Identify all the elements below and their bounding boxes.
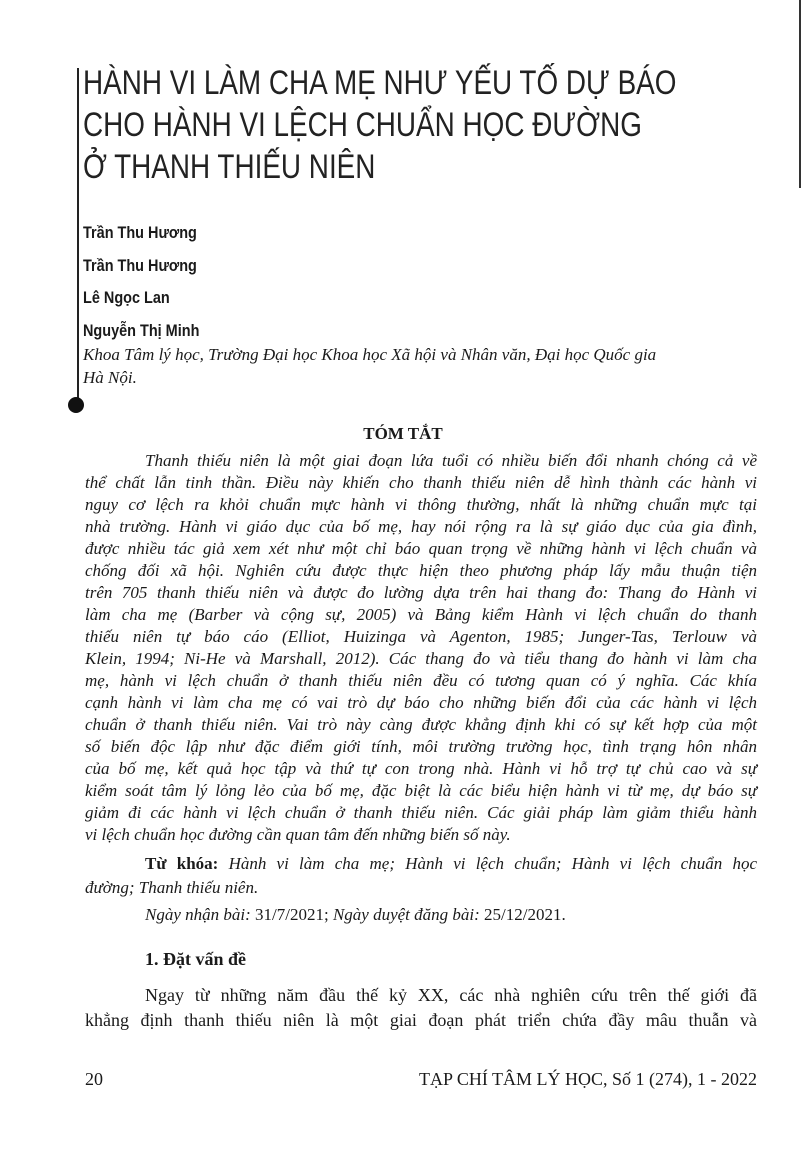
author: Trần Thu Hương bbox=[83, 255, 197, 275]
affiliation bbox=[83, 343, 773, 389]
author: Lê Ngọc Lan bbox=[83, 288, 170, 307]
title-line: CHO HÀNH VI LỆCH CHUẨN HỌC ĐƯỜNG bbox=[83, 106, 642, 144]
keywords-label: Từ khóa: bbox=[145, 854, 219, 873]
abstract-line: kiểm soát tâm lý lỏng lẻo của bố mẹ, đặc biệt là các biểu hiện hành vi từ mẹ, dự báo sự bbox=[85, 781, 757, 800]
keywords-text: đường; Thanh thiếu niên. bbox=[85, 878, 259, 897]
body-line: khẳng định thanh thiếu niên là một giai đoạn phát triển chứa đầy mâu thuẫn và bbox=[85, 1010, 757, 1030]
abstract-line: nguy cơ lệch ra khỏi chuẩn mực hành vi thông thường, nhất là những chuẩn mực tại bbox=[85, 495, 757, 514]
abstract-line: giảm đi các hành vi lệch chuẩn ở thanh thiếu niên. Các giải pháp làm giảm thiểu hành bbox=[85, 803, 757, 822]
keywords bbox=[85, 852, 757, 900]
page-footer bbox=[85, 1068, 757, 1090]
abstract-line: chống đối xã hội. Nghiên cứu được thực hiện theo phương pháp lấy mẫu thuận tiện bbox=[85, 561, 757, 580]
abstract-line: nhà trường. Hành vi giáo dục của bố mẹ, hay nói rộng ra là sự giáo dục của gia đình, bbox=[85, 517, 757, 536]
abstract-line: số biến độc lập như đặc điểm giới tính, môi trường trường học, tình trạng hôn nhân bbox=[85, 737, 757, 756]
author: Nguyễn Thị Minh bbox=[83, 320, 200, 340]
abstract-line: chuẩn ở thanh thiếu niên. Vai trò này càng được khẳng định khi có sự kết hợp của một bbox=[85, 715, 757, 734]
article-title bbox=[83, 62, 788, 188]
article-dates bbox=[145, 904, 566, 926]
affiliation-line: Hà Nội. bbox=[83, 368, 137, 387]
page-edge-rule bbox=[799, 0, 801, 188]
abstract-line: vi lệch chuẩn học đường cần quan tâm đến những biến số này. bbox=[85, 825, 511, 844]
author: Trần Thu Hương bbox=[83, 223, 197, 242]
title-line: Ở THANH THIẾU NIÊN bbox=[83, 148, 376, 186]
affiliation-line: Khoa Tâm lý học, Trường Đại học Khoa học Xã hội và Nhân văn, Đại học Quốc gia bbox=[83, 345, 657, 364]
section-heading: 1. Đặt vấn đề bbox=[145, 949, 247, 969]
received-label: Ngày nhận bài: bbox=[145, 905, 251, 924]
abstract-line: thể chất lẫn tinh thần. Điều này khiến cho thanh thiếu niên dễ hình thành các hành vi bbox=[85, 473, 757, 492]
title-line: HÀNH VI LÀM CHA MẸ NHƯ YẾU TỐ DỰ BÁO bbox=[83, 64, 677, 102]
margin-rule bbox=[77, 68, 79, 406]
page-number: 20 bbox=[85, 1069, 103, 1089]
abstract-line: Klein, 1994; Ni-He và Marshall, 2012). Các thang đo và tiểu thang đo hành vi làm cha bbox=[85, 649, 757, 668]
abstract-line: trên 705 thanh thiếu niên và được đo lường dựa trên hai thang đo: Thang đo Hành vi bbox=[85, 583, 757, 602]
abstract-heading: TÓM TẮT bbox=[363, 424, 443, 443]
abstract-line: thiếu niên tự báo cáo (Elliot, Huizinga và Agenton, 1985; Junger-Tas, Terlouw và bbox=[85, 627, 757, 646]
abstract bbox=[85, 450, 757, 846]
abstract-line: mẹ, hành vi lệch chuẩn ở thanh thiếu niên đều có tương quan có ý nghĩa. Các khía bbox=[85, 671, 757, 690]
accepted-label: Ngày duyệt đăng bài: bbox=[332, 905, 480, 924]
abstract-line: của bố mẹ, kết quả học tập và thứ tự con trong nhà. Hành vi hỗ trợ tự chủ cao và sự bbox=[85, 759, 757, 778]
received-date: 31/7/2021; bbox=[255, 905, 329, 924]
body-line: Ngay từ những năm đầu thế kỷ XX, các nhà nghiên cứu trên thế giới đã bbox=[145, 985, 757, 1005]
abstract-line: được nhiều tác giả xem xét như một chỉ báo quan trọng về những hành vi lệch chuẩn và bbox=[85, 539, 757, 558]
body-text bbox=[85, 983, 757, 1033]
journal-name: TẠP CHÍ TÂM LÝ HỌC, Số 1 (274), 1 - 2022 bbox=[418, 1069, 757, 1089]
abstract-line: làm cha mẹ (Barber và cộng sự, 2005) và Bảng kiểm Hành vi lệch chuẩn do thanh bbox=[85, 605, 757, 624]
abstract-line: cạnh hành vi làm cha mẹ có vai trò dự báo cho những biến đổi của các hành vi lệch bbox=[85, 693, 757, 712]
keywords-text: Hành vi làm cha mẹ; Hành vi lệch chuẩn; Hành vi lệch chuẩn học bbox=[228, 854, 757, 873]
abstract-line: Thanh thiếu niên là một giai đoạn lứa tuổi có nhiều biến đổi nhanh chóng cả về bbox=[145, 451, 757, 470]
bullet-dot bbox=[68, 397, 84, 413]
accepted-date: 25/12/2021. bbox=[484, 905, 566, 924]
author-list bbox=[83, 222, 199, 352]
